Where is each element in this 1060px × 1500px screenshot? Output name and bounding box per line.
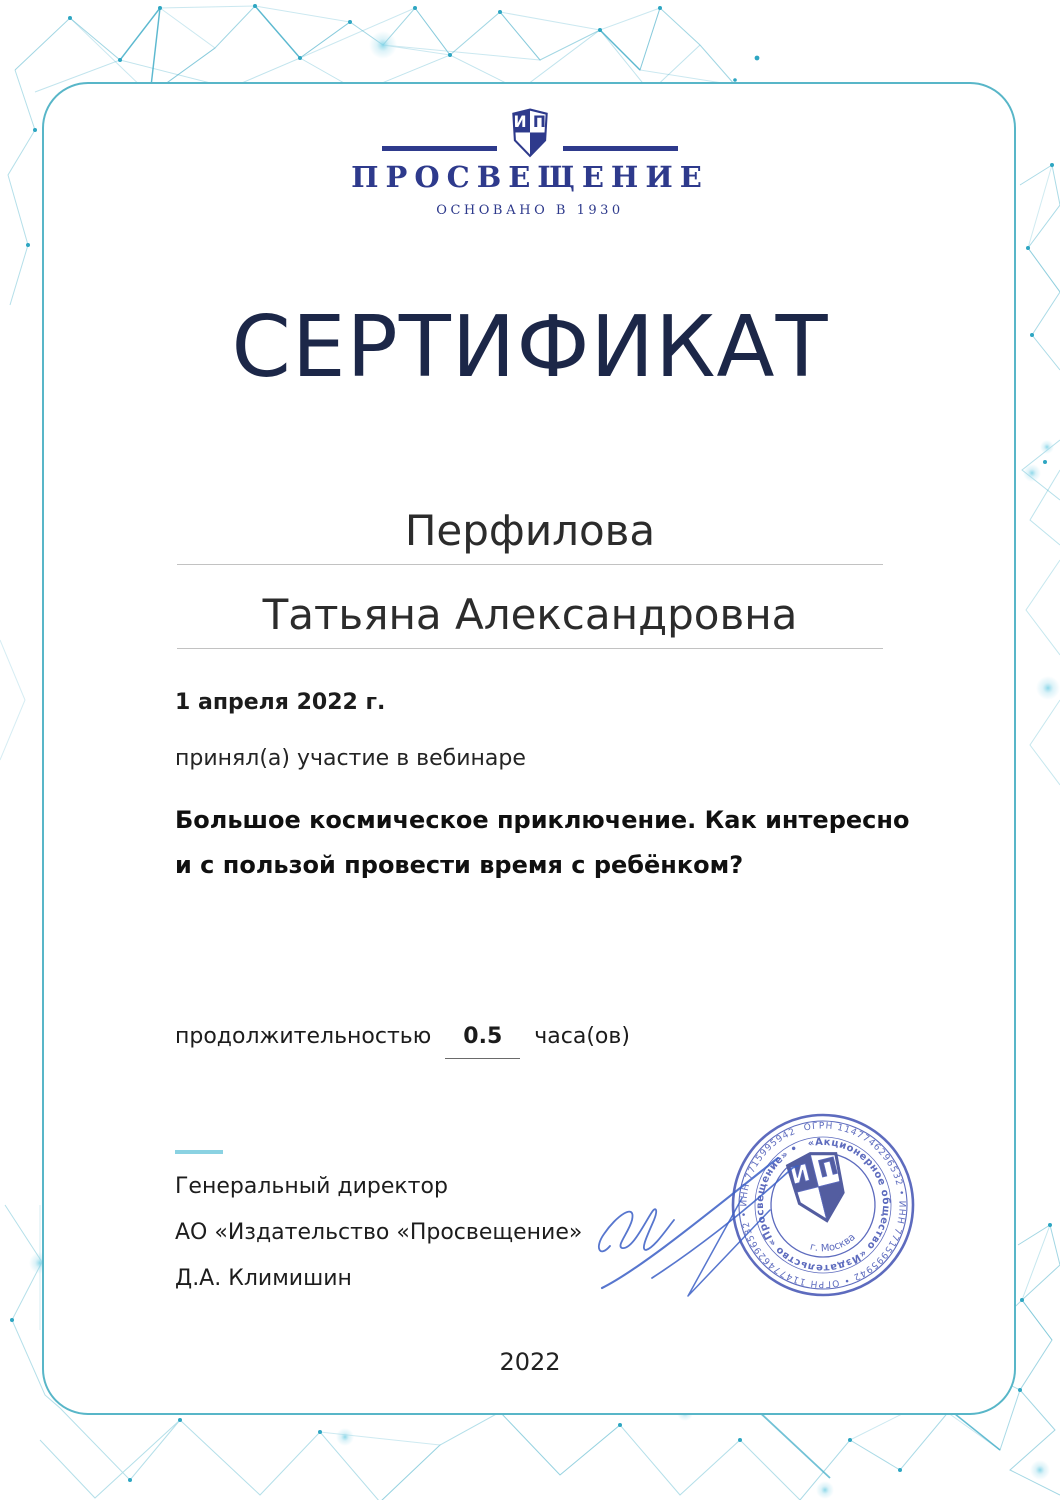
publisher-name: ПРОСВЕЩЕНИЕ [351,160,709,194]
participation-text: принял(а) участие в вебинаре [175,746,526,771]
footer-year: 2022 [499,1348,561,1376]
director-block [175,1170,582,1308]
signature-accent-dash [175,1150,223,1154]
publisher-emblem-icon [509,108,551,158]
logo-right-bar [563,146,678,151]
stamp-ring-company: «Акционерное общество «Издательство «Просвещение» • [754,1136,892,1274]
webinar-title [175,798,935,888]
duration-unit: часа(ов) [534,1024,630,1049]
stamp-ring-numbers: ОГРН 1147746296532 • ИНН 7715995942 • ОГРН 1147746296532 • ИНН 7715995942 [739,1121,907,1289]
recipient-first-middle-name: Татьяна Александровна [262,590,798,639]
publisher-founded-label: ОСНОВАНО В 1930 [436,203,624,218]
webinar-date: 1 апреля 2022 г. [175,690,386,715]
duration-value: 0.5 [445,1024,520,1059]
name-underline [177,648,883,649]
stamp-city: г. Москва [808,1231,858,1255]
director-position: Генеральный директор [175,1174,448,1199]
logo-left-bar [382,146,497,151]
recipient-last-name: Перфилова [404,506,656,555]
certificate-title: СЕРТИФИКАТ [231,298,829,397]
name-underline [177,564,883,565]
webinar-title-line-1: Большое космическое приключение. Как интересно [175,806,910,834]
webinar-title-line-2: и с пользой провести время с ребёнком? [175,851,744,879]
duration-row [175,1024,630,1059]
director-organization: АО «Издательство «Просвещение» [175,1220,583,1245]
duration-label: продолжительностью [175,1024,432,1049]
publisher-logo [0,108,1060,168]
director-signature [592,1128,832,1318]
director-name: Д.А. Климишин [175,1266,352,1291]
